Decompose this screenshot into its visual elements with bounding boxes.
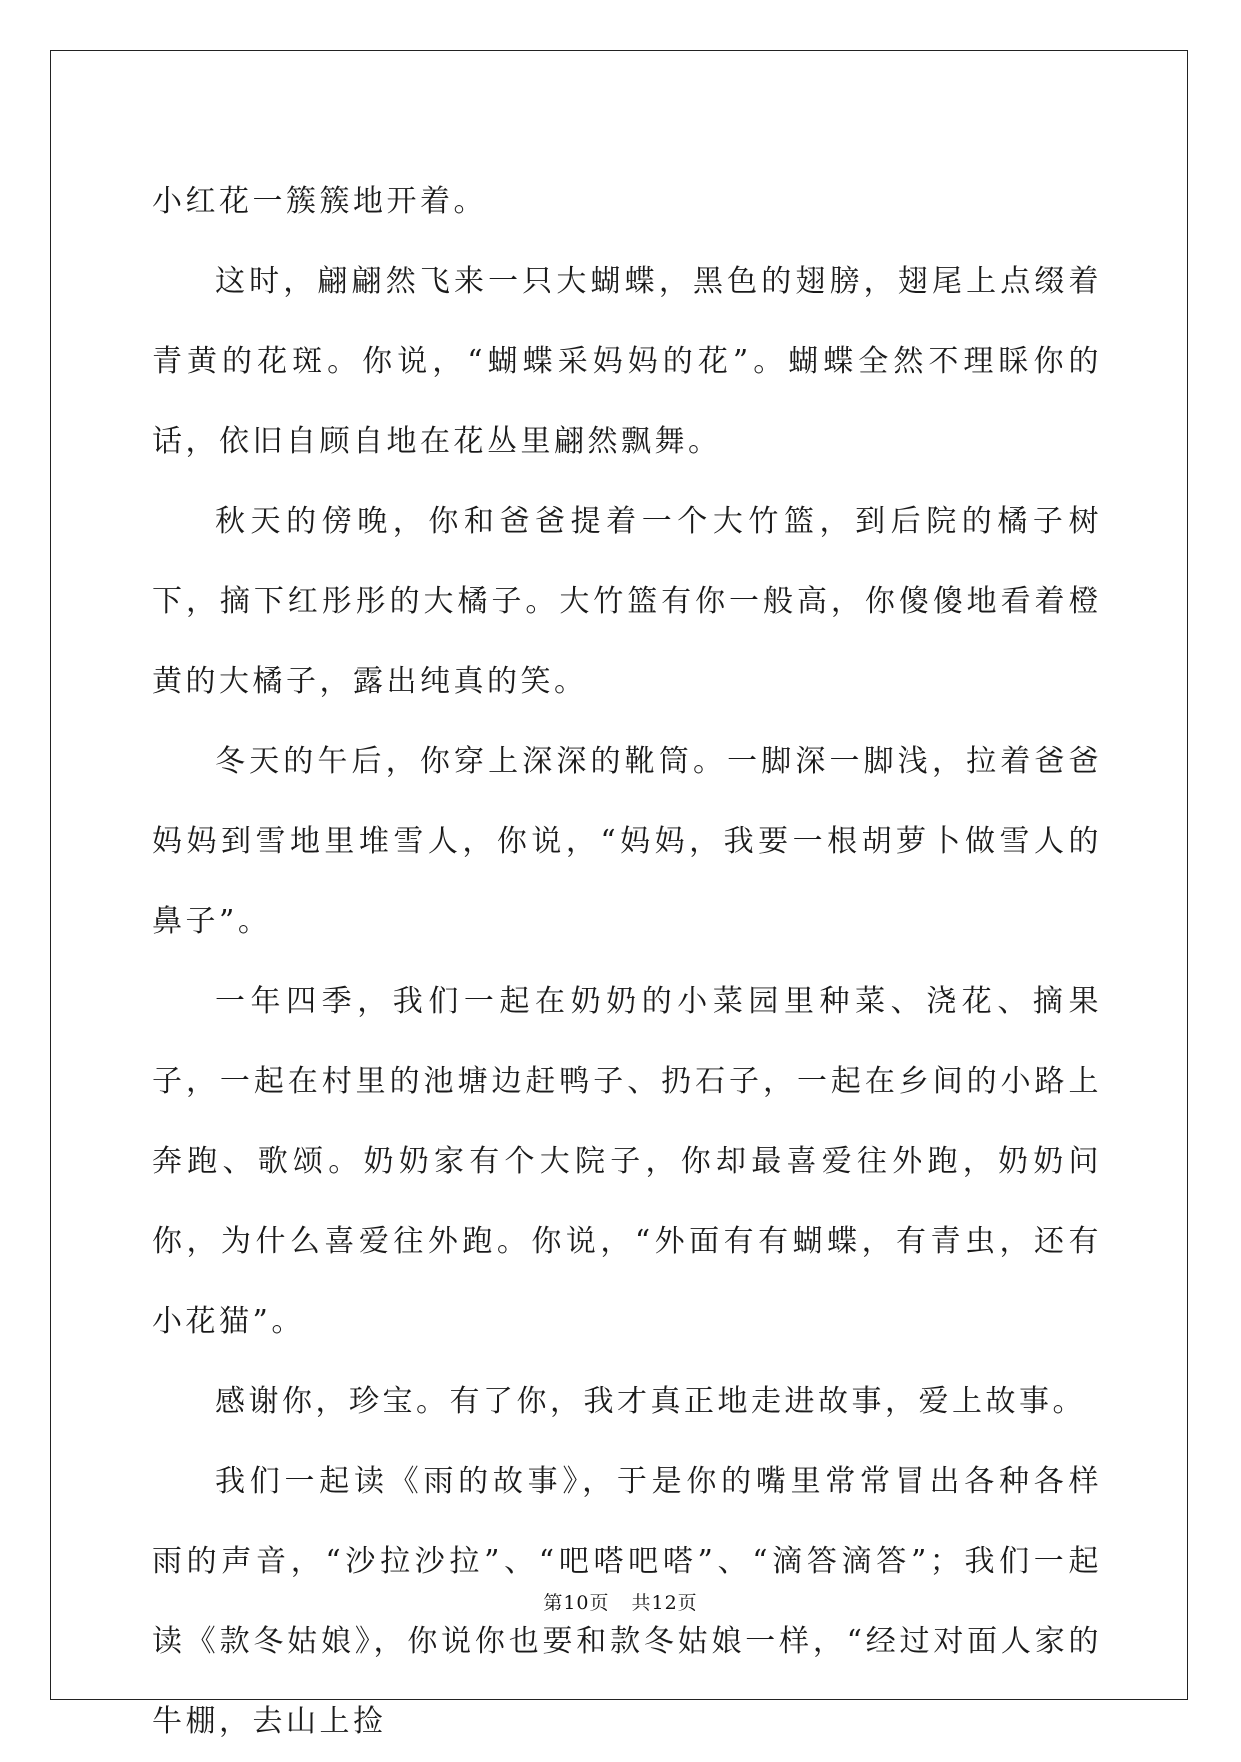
page-footer	[0, 1588, 1241, 1615]
current-page-number: 第10页	[543, 1592, 610, 1614]
total-pages: 共12页	[631, 1592, 698, 1614]
paragraph-1: 小红花一簇簇地开着。	[152, 184, 487, 219]
paragraph-4: 冬天的午后，你穿上深深的靴筒。一脚深一脚浅，拉着爸爸妈妈到雪地里堆雪人，你说，“妈妈，我要一根胡萝卜做雪人的鼻子”。	[152, 744, 1102, 939]
paragraph-6: 感谢你，珍宝。有了你，我才真正地走进故事，爱上故事。	[215, 1384, 1086, 1419]
paragraph-7: 我们一起读《雨的故事》，于是你的嘴里常常冒出各种各样雨的声音，“沙拉沙拉”、“吧嗒吧嗒”、“滴答滴答”；我们一起读《款冬姑娘》，你说你也要和款冬姑娘一样，“经过对面人家的牛棚，去山上捡	[152, 1464, 1102, 1739]
paragraph-5: 一年四季，我们一起在奶奶的小菜园里种菜、浇花、摘果子，一起在村里的池塘边赶鸭子、扔石子，一起在乡间的小路上奔跑、歌颂。奶奶家有个大院子，你却最喜爱往外跑，奶奶问你，为什么喜爱往外跑。你说，“外面有有蝴蝶，有青虫，还有小花猫”。	[152, 984, 1102, 1339]
document-body	[152, 162, 1102, 1762]
paragraph-2: 这时，翩翩然飞来一只大蝴蝶，黑色的翅膀，翅尾上点缀着青黄的花斑。你说，“蝴蝶采妈妈的花”。蝴蝶全然不理睬你的话，依旧自顾自地在花丛里翩然飘舞。	[152, 264, 1102, 459]
paragraph-3: 秋天的傍晚，你和爸爸提着一个大竹篮，到后院的橘子树下，摘下红彤彤的大橘子。大竹篮有你一般高，你傻傻地看着橙黄的大橘子，露出纯真的笑。	[152, 504, 1102, 699]
